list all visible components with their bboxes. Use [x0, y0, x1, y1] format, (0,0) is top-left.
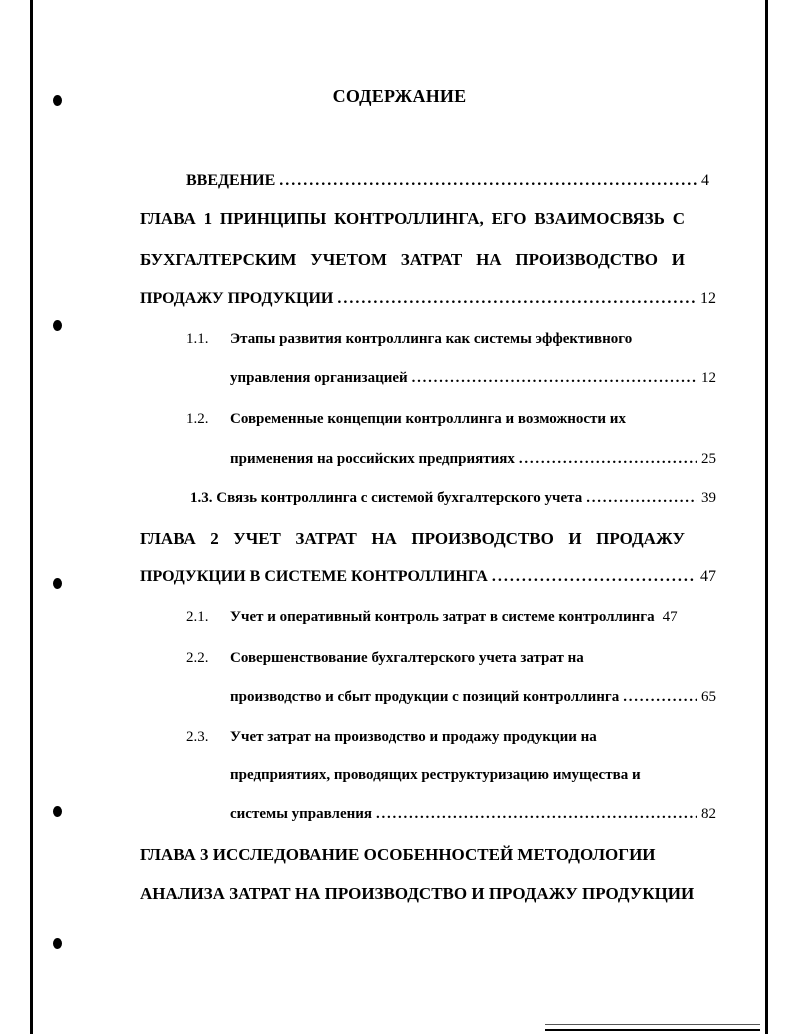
scan-border-left [30, 0, 33, 1034]
toc-section-1-1-line-2 [230, 370, 716, 387]
toc-number: 2.3. [186, 729, 209, 745]
toc-section-1-1-line-1 [186, 331, 706, 348]
toc-chapter-1-line-1 [140, 209, 685, 229]
toc-label: ГЛАВА 3 ИССЛЕДОВАНИЕ ОСОБЕННОСТЕЙ МЕТОДОЛОГИИ [140, 845, 656, 864]
toc-page: 4 [701, 172, 709, 189]
toc-section-1-2-line-2 [230, 451, 716, 468]
toc-label: Совершенствование бухгалтерского учета затрат на [230, 650, 584, 666]
toc-page: 82 [701, 806, 716, 822]
toc-section-2-1 [186, 609, 716, 626]
toc-chapter-3-line-2 [140, 884, 694, 904]
toc-chapter-3-line-1 [140, 845, 656, 865]
toc-label: ГЛАВА 2 УЧЕТ ЗАТРАТ НА ПРОИЗВОДСТВО И ПРОДАЖУ [140, 529, 685, 548]
toc-page: 12 [700, 290, 716, 307]
toc-chapter-2-line-1 [140, 529, 685, 549]
toc-label: ПРОДАЖУ ПРОДУКЦИИ [140, 290, 334, 307]
toc-label: Современные концепции контроллинга и возможности их [230, 411, 626, 427]
toc-label: АНАЛИЗА ЗАТРАТ НА ПРОИЗВОДСТВО И ПРОДАЖУ ПРОДУКЦИИ [140, 884, 695, 903]
binder-hole-mark [53, 938, 62, 949]
binder-hole-mark [53, 320, 62, 331]
toc-label: предприятиях, проводящих реструктуризацию имущества и [230, 767, 641, 783]
toc-page: 47 [700, 568, 716, 585]
page-title: СОДЕРЖАНИЕ [332, 86, 467, 106]
toc-label: Учет и оперативный контроль затрат в системе контроллинга [230, 609, 655, 625]
toc-label: применения на российских предприятиях [230, 451, 515, 467]
toc-page: 12 [701, 370, 716, 386]
toc-label: управления организацией [230, 370, 408, 386]
toc-chapter-1-line-3 [140, 290, 716, 308]
toc-label: системы управления [230, 806, 373, 822]
toc-section-2-3-line-1 [186, 729, 706, 746]
toc-label: БУХГАЛТЕРСКИМ УЧЕТОМ ЗАТРАТ НА ПРОИЗВОДСТВО И [140, 250, 685, 269]
toc-label: производство и сбыт продукции с позиций контроллинга [230, 689, 620, 705]
toc-page: 39 [701, 490, 716, 506]
toc-chapter-1-line-2 [140, 250, 685, 270]
toc-label: ПРОДУКЦИИ В СИСТЕМЕ КОНТРОЛЛИНГА [140, 568, 488, 585]
toc-page: 65 [701, 689, 716, 705]
toc-label: 1.3. Связь контроллинга с системой бухгалтерского учета [190, 490, 583, 506]
toc-section-1-3 [190, 490, 716, 507]
toc-number: 1.1. [186, 331, 209, 347]
dot-leader [279, 172, 697, 190]
toc-number: 1.2. [186, 411, 209, 427]
toc-label: ВВЕДЕНИЕ [186, 172, 276, 189]
toc-section-1-2-line-1 [186, 411, 706, 428]
scan-border-bottom-thin [545, 1024, 760, 1025]
toc-chapter-2-line-2 [140, 568, 716, 586]
dot-leader [586, 490, 697, 507]
dot-leader [492, 568, 696, 586]
toc-label: ГЛАВА 1 ПРИНЦИПЫ КОНТРОЛЛИНГА, ЕГО ВЗАИМОСВЯЗЬ С [140, 209, 685, 228]
toc-number: 2.1. [186, 609, 209, 625]
dot-leader [519, 451, 697, 468]
dot-leader [376, 806, 697, 823]
toc-number: 2.2. [186, 650, 209, 666]
binder-hole-mark [53, 806, 62, 817]
toc-page: 47 [662, 609, 678, 625]
toc-entry-intro [186, 172, 709, 190]
scan-border-bottom [545, 1029, 760, 1031]
toc-label: Этапы развития контроллинга как системы эффективного [230, 331, 633, 347]
dot-leader [623, 689, 697, 706]
toc-section-2-3-line-3 [230, 806, 716, 823]
toc-section-2-2-line-2 [230, 689, 716, 706]
toc-page: 25 [701, 451, 716, 467]
toc-section-2-3-line-2 [230, 767, 716, 784]
dot-leader [412, 370, 697, 387]
binder-hole-mark [53, 578, 62, 589]
toc-section-2-2-line-1 [186, 650, 706, 667]
dot-leader [337, 290, 696, 308]
scan-border-right [765, 0, 768, 1034]
toc-label: Учет затрат на производство и продажу продукции на [230, 729, 597, 745]
